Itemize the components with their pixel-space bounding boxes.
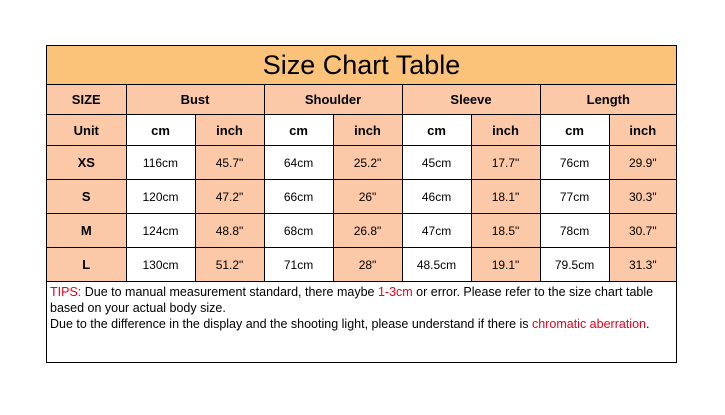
tips-highlight: chromatic aberration bbox=[532, 317, 646, 331]
tips-text-1b: or error. Please refer to the size chart table based on your actual body size. bbox=[50, 285, 654, 315]
table-cell: 47cm bbox=[402, 214, 471, 248]
table-cell: 31.3" bbox=[609, 248, 676, 282]
table-cell: 124cm bbox=[126, 214, 195, 248]
table-cell: 48.8" bbox=[195, 214, 264, 248]
unit-cell: cm bbox=[264, 115, 333, 146]
table-cell: 29.9" bbox=[609, 146, 676, 180]
size-label: S bbox=[47, 180, 126, 214]
unit-cell: inch bbox=[471, 115, 540, 146]
table-cell: 116cm bbox=[126, 146, 195, 180]
table-cell: 30.3" bbox=[609, 180, 676, 214]
table-cell: 46cm bbox=[402, 180, 471, 214]
table-cell: 26" bbox=[333, 180, 402, 214]
table-cell: 78cm bbox=[540, 214, 609, 248]
table-cell: 120cm bbox=[126, 180, 195, 214]
table-cell: 66cm bbox=[264, 180, 333, 214]
tips-text-2b: . bbox=[645, 317, 650, 331]
tips-text-2a: Due to the difference in the display and the shooting light, please understand if there is bbox=[50, 317, 533, 331]
tips-range: 1-3cm bbox=[377, 285, 413, 299]
size-label: XS bbox=[47, 146, 126, 180]
unit-row bbox=[47, 115, 676, 146]
table-cell: 30.7" bbox=[609, 214, 676, 248]
header-sleeve: Sleeve bbox=[402, 85, 540, 115]
table-cell: 76cm bbox=[540, 146, 609, 180]
table-row bbox=[47, 248, 676, 282]
header-bust: Bust bbox=[126, 85, 264, 115]
header-row bbox=[47, 85, 676, 115]
table-cell: 47.2" bbox=[195, 180, 264, 214]
size-chart bbox=[46, 45, 677, 363]
table-cell: 45.7" bbox=[195, 146, 264, 180]
table-cell: 79.5cm bbox=[540, 248, 609, 282]
table-cell: 48.5cm bbox=[402, 248, 471, 282]
size-table bbox=[47, 85, 676, 282]
table-cell: 26.8" bbox=[333, 214, 402, 248]
table-row bbox=[47, 180, 676, 214]
unit-cell: inch bbox=[195, 115, 264, 146]
table-cell: 51.2" bbox=[195, 248, 264, 282]
header-shoulder: Shoulder bbox=[264, 85, 402, 115]
header-length: Length bbox=[540, 85, 676, 115]
tips-text-1a: Due to manual measurement standard, there maybe bbox=[81, 285, 378, 299]
size-label: M bbox=[47, 214, 126, 248]
table-cell: 130cm bbox=[126, 248, 195, 282]
table-cell: 77cm bbox=[540, 180, 609, 214]
header-size: SIZE bbox=[47, 85, 126, 115]
table-cell: 25.2" bbox=[333, 146, 402, 180]
unit-cell: inch bbox=[333, 115, 402, 146]
size-label: L bbox=[47, 248, 126, 282]
table-row bbox=[47, 146, 676, 180]
tips-label: TIPS: bbox=[50, 285, 82, 299]
unit-label: Unit bbox=[47, 115, 126, 146]
chart-title: Size Chart Table bbox=[47, 46, 676, 85]
table-cell: 71cm bbox=[264, 248, 333, 282]
table-cell: 19.1" bbox=[471, 248, 540, 282]
table-row bbox=[47, 214, 676, 248]
table-cell: 45cm bbox=[402, 146, 471, 180]
table-cell: 18.1" bbox=[471, 180, 540, 214]
table-cell: 18.5" bbox=[471, 214, 540, 248]
unit-cell: cm bbox=[126, 115, 195, 146]
unit-cell: cm bbox=[402, 115, 471, 146]
unit-cell: inch bbox=[609, 115, 676, 146]
unit-cell: cm bbox=[540, 115, 609, 146]
table-cell: 68cm bbox=[264, 214, 333, 248]
table-cell: 17.7" bbox=[471, 146, 540, 180]
tips-note bbox=[47, 281, 676, 362]
table-cell: 64cm bbox=[264, 146, 333, 180]
table-cell: 28" bbox=[333, 248, 402, 282]
